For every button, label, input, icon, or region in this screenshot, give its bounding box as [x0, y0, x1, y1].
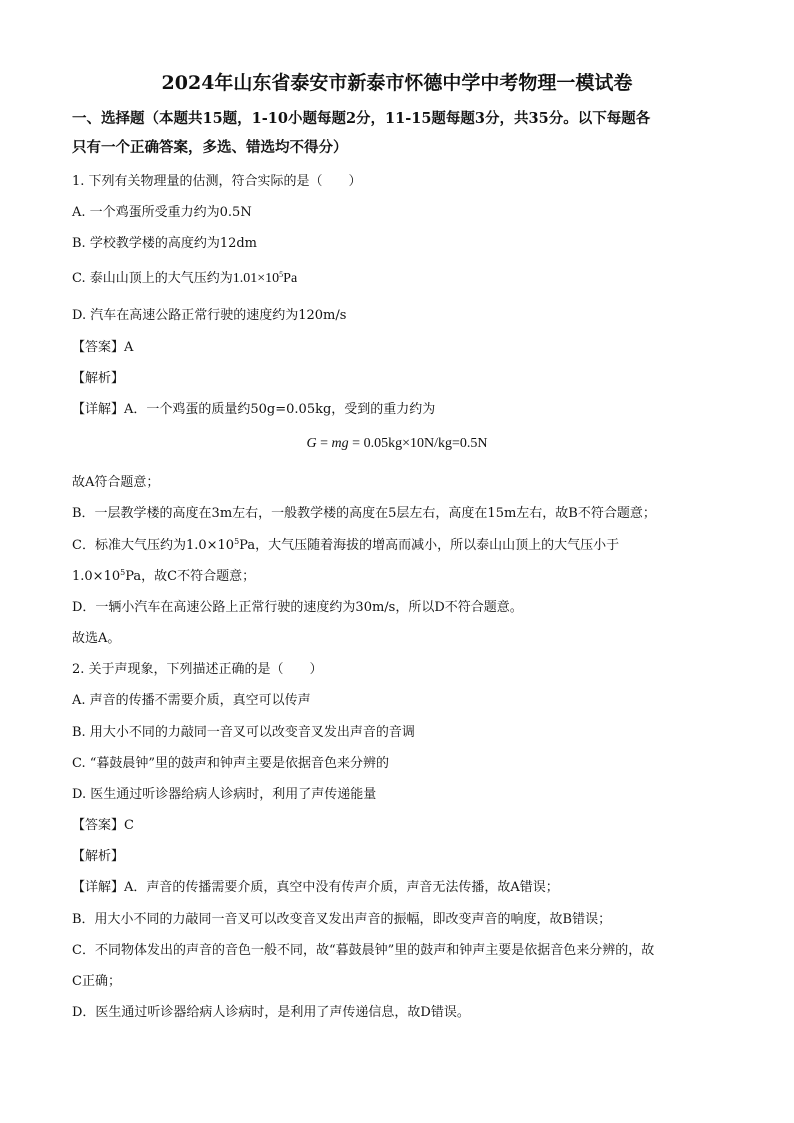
q2-stem: 2. 关于声现象，下列描述正确的是（ ）: [72, 662, 323, 677]
page-title: 2024年山东省泰安市新泰市怀德中学中考物理一模试卷: [161, 72, 633, 94]
q1-detail: 【详解】A．一个鸡蛋的质量约50g=0.05kg，受到的重力约为: [72, 402, 436, 417]
q1-explanation-4: $1.0\times 10^5Pa$，故C不符合题意；: [72, 568, 256, 584]
q2-detail-1: 【详解】A．声音的传播需要介质，真空中没有传声介质，声音无法传播，故A错误；: [72, 880, 559, 895]
q2-detail-4: C正确；: [72, 974, 121, 989]
q1-explanation-1: 故A符合题意；: [72, 475, 160, 490]
q2-option-d: D. 医生通过听诊器给病人诊病时，利用了声传递能量: [72, 787, 377, 802]
q1-option-a: A. 一个鸡蛋所受重力约为0.5N: [72, 205, 252, 220]
section-heading-line-2: 只有一个正确答案，多选、错选均不得分）: [72, 139, 348, 156]
q1-explanation-5: D．一辆小汽车在高速公路上正常行驶的速度约为30m/s，所以D不符合题意。: [72, 600, 523, 615]
q2-detail-2: B．用大小不同的力敲同一音叉可以改变音叉发出声音的振幅，即改变声音的响度，故B错误；: [72, 912, 612, 927]
q1-answer: 【答案】A: [72, 340, 134, 355]
q1-explanation-3: C．标准大气压约为$1.0\times 10^5Pa$，大气压随着海拔的增高而减小，所以泰山山顶上的大气压小于: [72, 537, 620, 553]
q1-option-c-value: $1.01\times 10^5Pa$: [232, 270, 298, 286]
section-heading-line-1: 一、选择题（本题共15题，1-10小题每题2分，11-15题每题3分，共35分。以下每题各: [72, 110, 651, 127]
q2-detail-5: D．医生通过听诊器给病人诊病时，是利用了声传递信息，故D错误。: [72, 1005, 470, 1020]
q2-option-b: B. 用大小不同的力敲同一音叉可以改变音叉发出声音的音调: [72, 725, 415, 740]
q1-option-d: D. 汽车在高速公路正常行驶的速度约为120m/s: [72, 308, 347, 323]
q2-option-c: C. “暮鼓晨钟”里的鼓声和钟声主要是依据音色来分辨的: [72, 756, 390, 771]
q2-detail-3: C．不同物体发出的声音的音色一般不同，故“暮鼓晨钟”里的鼓声和钟声主要是依据音色来分辨的，故: [72, 943, 655, 958]
q1-option-c-text: C. 泰山山顶上的大气压约为: [72, 271, 233, 286]
q1-explanation-2: B．一层教学楼的高度在3m左右，一般教学楼的高度在5层左右，高度在15m左右，故B不符合题意；: [72, 506, 656, 521]
q2-option-a: A. 声音的传播不需要介质，真空可以传声: [72, 693, 311, 708]
q1-stem: 1. 下列有关物理量的估测，符合实际的是（ ）: [72, 174, 362, 189]
q2-answer: 【答案】C: [72, 818, 134, 833]
q2-analysis-label: 【解析】: [72, 849, 125, 864]
q1-analysis-label: 【解析】: [72, 371, 125, 386]
q1-conclusion: 故选A。: [72, 631, 121, 646]
q1-option-b: B. 学校教学楼的高度约为12dm: [72, 236, 258, 251]
q1-option-c: [72, 270, 297, 288]
q1-formula: G = mg = 0.05kg×10N/kg=0.5N: [306, 436, 488, 451]
